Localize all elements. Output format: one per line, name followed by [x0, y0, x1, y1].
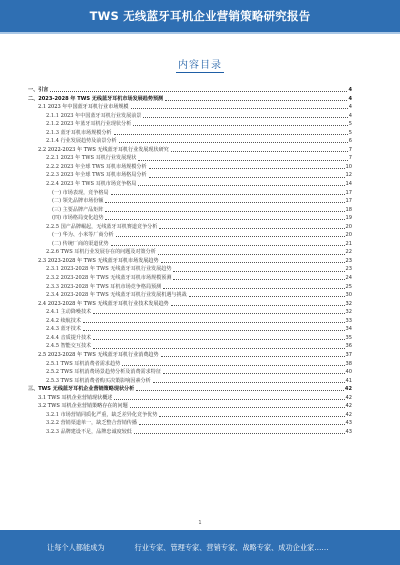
toc-entry-label: 2.4.3 蓝牙技术 [46, 326, 81, 333]
toc-dot-leader [133, 125, 348, 126]
toc-page-number: 5 [348, 129, 352, 136]
toc-dot-leader [93, 348, 344, 349]
toc-entry[interactable] [28, 394, 352, 403]
toc-page-number: 17 [345, 198, 352, 205]
toc-entry[interactable] [28, 368, 352, 377]
toc-entry-label: 2.1.4 行业发展趋势及前景分析 [46, 138, 117, 145]
toc-dot-leader [134, 433, 345, 434]
toc-page-number: 19 [345, 215, 352, 222]
toc-page-number: 42 [345, 394, 352, 401]
toc-dot-leader [139, 424, 345, 425]
toc-entry-label: 3.2.1 市场营销同质化严重，缺乏差异化竞争优势 [46, 411, 158, 418]
toc-entry-label: 3.2 TWS 耳机企业营销策略存在的问题 [38, 403, 128, 410]
footer-banner [0, 530, 400, 565]
toc-entry-label: 2.3.2 2023-2028 年 TWS 无线蓝牙耳机市场规模预测 [46, 275, 172, 282]
toc-dot-leader [153, 382, 345, 383]
toc-dot-leader [111, 245, 345, 246]
toc-entry[interactable] [28, 377, 352, 386]
toc-page-number: 30 [345, 292, 352, 299]
toc-entry[interactable] [28, 342, 352, 351]
toc-dot-leader [114, 399, 344, 400]
toc-page-number: 17 [345, 189, 352, 196]
toc-page-number: 12 [345, 172, 352, 179]
toc-entry[interactable] [28, 197, 352, 206]
toc-entry-label: 2.5.3 TWS 耳机消费者购买决策影响因素分析 [46, 377, 151, 384]
toc-entry-label: 2.4.4 音质提升技术 [46, 334, 92, 341]
toc-dot-leader [119, 142, 348, 143]
toc-dot-leader [50, 91, 347, 92]
toc-entry-label: 2.4.5 智能交互技术 [46, 343, 92, 350]
toc-entry[interactable] [28, 231, 352, 240]
toc-entry-label: 2.3.1 2023-2028 年 TWS 无线蓝牙耳机行业发展趋势 [46, 266, 172, 273]
header-divider [0, 32, 400, 34]
toc-entry[interactable] [28, 146, 352, 155]
toc-page-number: 23 [345, 266, 352, 273]
toc-dot-leader [105, 219, 344, 220]
toc-entry[interactable] [28, 402, 352, 411]
toc-entry-label: 3.2.2 营销渠道单一，缺乏整合营销传播 [46, 420, 137, 427]
toc-entry-label: 2.5.2 TWS 耳机消费场景趋势分析及消费需求特征 [46, 369, 161, 376]
toc-dot-leader [163, 373, 345, 374]
toc-page-number: 7 [348, 155, 352, 162]
toc-entry-label: 2.1.1 2023 年中国蓝牙耳机行业发展前景 [46, 112, 142, 119]
toc-entry-label: 2.2.3 2023 年全球 TWS 耳机市场格局分析 [46, 172, 147, 179]
toc-page-number: 14 [345, 181, 352, 188]
toc-page-number: 20 [345, 232, 352, 239]
toc-entry[interactable] [28, 419, 352, 428]
toc-dot-leader [173, 271, 344, 272]
toc-page-number: 43 [345, 428, 352, 435]
toc-page-number: 42 [345, 403, 352, 410]
toc-page-number: 38 [345, 360, 352, 367]
toc-dot-leader [163, 288, 344, 289]
toc-page-number: 36 [345, 343, 352, 350]
toc-page-number: 32 [345, 300, 352, 307]
toc-page-number: 24 [345, 275, 352, 282]
toc-page-number: 23 [345, 257, 352, 264]
toc-entry-label: 2.1 2023 年中国蓝牙耳机行业市场规模 [38, 104, 129, 111]
toc-entry-label: 2.1.2 2023 年蓝牙耳机行业现状分析 [46, 121, 132, 128]
toc-page-number: 40 [345, 369, 352, 376]
toc-entry[interactable] [28, 171, 352, 180]
toc-dot-leader [143, 117, 347, 118]
toc-dot-leader [105, 211, 344, 212]
toc-dot-leader [159, 416, 344, 417]
toc-dot-leader [83, 330, 345, 331]
toc-heading-underline [176, 72, 224, 73]
toc-entry[interactable] [28, 248, 352, 257]
toc-entry[interactable] [28, 291, 352, 300]
toc-entry[interactable] [28, 428, 352, 437]
toc-page-number: 25 [345, 283, 352, 290]
toc-entry[interactable] [28, 283, 352, 292]
toc-entry[interactable] [28, 137, 352, 146]
toc-dot-leader [189, 296, 345, 297]
toc-entry-label: 2.2.6 TWS 耳机行业发展存在的问题及对策分析 [46, 249, 156, 256]
toc-dot-leader [116, 236, 345, 237]
report-title: TWS 无线蓝牙耳机企业营销策略研究报告 [89, 9, 311, 23]
toc-dot-leader [83, 322, 345, 323]
toc-page-number: 10 [345, 163, 352, 170]
toc-page-number: 42 [344, 386, 352, 393]
toc-entry-label: (二) 领先品牌市场份额 [52, 198, 104, 205]
toc-dot-leader [149, 177, 345, 178]
toc-dot-leader [138, 185, 344, 186]
table-of-contents [28, 86, 352, 436]
toc-dot-leader [171, 151, 348, 152]
toc-entry-label: 2.4 2023-2028 年 TWS 无线蓝牙耳机行业技术发展趋势 [38, 300, 169, 307]
toc-entry[interactable] [28, 317, 352, 326]
toc-page-number: 18 [345, 206, 352, 213]
toc-entry[interactable] [28, 154, 352, 163]
toc-dot-leader [114, 134, 348, 135]
toc-page-number: 42 [345, 411, 352, 418]
toc-dot-leader [93, 313, 344, 314]
toc-page-number: 21 [345, 240, 352, 247]
toc-page-number: 20 [345, 223, 352, 230]
toc-entry-label: 一、引言 [28, 87, 49, 93]
toc-dot-leader [158, 254, 345, 255]
footer-slogan: 让每个人都能成为 [47, 542, 105, 552]
toc-dot-leader [149, 168, 345, 169]
toc-entry[interactable] [28, 308, 352, 317]
toc-entry[interactable] [28, 129, 352, 138]
toc-entry-label: 二、2023-2028 年 TWS 无线蓝牙耳机市场发展趋势预测 [28, 95, 164, 102]
toc-entry[interactable] [28, 385, 352, 394]
page-number: 1 [198, 520, 202, 526]
toc-entry[interactable] [28, 325, 352, 334]
toc-dot-leader [173, 279, 344, 280]
toc-entry-label: 2.2.1 2023 年 TWS 耳机行业发展现状 [46, 155, 137, 162]
toc-entry[interactable] [28, 265, 352, 274]
toc-page-number: 4 [348, 104, 352, 111]
toc-entry-label: 2.4.2 续航技术 [46, 317, 81, 324]
toc-page-number: 37 [345, 351, 352, 358]
toc-page-number: 43 [345, 420, 352, 427]
toc-dot-leader [105, 202, 344, 203]
toc-page-number: 7 [348, 146, 352, 153]
toc-entry-label: 2.2.4 2023 年 TWS 耳机市场竞争格局 [46, 181, 137, 188]
toc-entry[interactable] [28, 206, 352, 215]
toc-page-number: 35 [345, 334, 352, 341]
toc-entry[interactable] [28, 103, 352, 112]
toc-entry-label: 3.1 TWS 耳机企业营销现状概述 [38, 394, 113, 401]
toc-page-number: 4 [348, 87, 352, 93]
toc-entry-label: 2.3 2023-2028 年 TWS 无线蓝牙耳机市场发展趋势 [38, 257, 159, 264]
toc-dot-leader [171, 305, 345, 306]
toc-entry[interactable] [28, 223, 352, 232]
toc-entry-label: 2.2.5 国产品牌崛起，无线蓝牙耳机赛道竞争分析 [46, 223, 158, 230]
toc-dot-leader [161, 356, 345, 357]
toc-page-number: 5 [348, 121, 352, 128]
toc-page-number: 32 [345, 309, 352, 316]
toc-entry[interactable] [28, 180, 352, 189]
toc-entry[interactable] [28, 351, 352, 360]
toc-entry[interactable] [28, 274, 352, 283]
toc-page-number: 22 [345, 249, 352, 256]
toc-entry[interactable] [28, 300, 352, 309]
report-header-banner [0, 0, 400, 32]
toc-entry[interactable] [28, 189, 352, 198]
toc-entry-label: 2.1.3 蓝牙耳机市场规模分析 [46, 129, 112, 136]
toc-entry-label: (一) 市场表现，竞争格局 [52, 189, 109, 196]
toc-entry[interactable] [28, 86, 352, 95]
toc-dot-leader [111, 194, 345, 195]
toc-page-number: 34 [345, 326, 352, 333]
toc-dot-leader [122, 365, 344, 366]
toc-entry-label: (一) 华为、小米等厂商分析 [52, 232, 114, 239]
toc-entry[interactable] [28, 95, 352, 104]
toc-dot-leader [165, 100, 347, 101]
toc-entry-label: 三、TWS 无线蓝牙耳机企业营销策略现状分析 [28, 386, 135, 393]
toc-entry-label: 2.3.3 2023-2028 年 TWS 耳机市场竞争格局预测 [46, 283, 162, 290]
toc-dot-leader [159, 228, 344, 229]
footer-tagline: 行业专家、管理专家、营销专家、战略专家、成功企业家…… [134, 542, 329, 552]
toc-entry[interactable] [28, 214, 352, 223]
toc-dot-leader [130, 407, 345, 408]
toc-dot-leader [93, 339, 344, 340]
toc-dot-leader [161, 262, 345, 263]
toc-entry-label: 2.2.2 2023 年全球 TWS 耳机市场规模分析 [46, 163, 147, 170]
toc-page-number: 4 [348, 95, 352, 102]
toc-entry-label: 2.4.1 主动降噪技术 [46, 309, 92, 316]
toc-page-number: 4 [348, 112, 352, 119]
toc-entry[interactable] [28, 360, 352, 369]
toc-entry[interactable] [28, 411, 352, 420]
toc-entry-label: (三) 主要品牌产品矩阵 [52, 206, 104, 213]
toc-page-number: 33 [345, 317, 352, 324]
toc-page-number: 6 [348, 138, 352, 145]
toc-entry[interactable] [28, 240, 352, 249]
toc-entry[interactable] [28, 257, 352, 266]
toc-dot-leader [136, 390, 344, 391]
toc-entry[interactable] [28, 334, 352, 343]
toc-entry[interactable] [28, 112, 352, 121]
toc-entry-label: (二) 传统厂商的渠道优势 [52, 240, 109, 247]
toc-entry[interactable] [28, 120, 352, 129]
toc-entry-label: 2.2 2022-2023 年 TWS 无线蓝牙耳机行业发展现状研究 [38, 146, 169, 153]
toc-entry-label: 2.5.1 TWS 耳机消费者需求趋势 [46, 360, 121, 367]
toc-dot-leader [131, 108, 348, 109]
toc-page-number: 41 [345, 377, 352, 384]
toc-dot-leader [138, 160, 347, 161]
toc-entry-label: 3.2.3 品牌建设不足，品牌忠诚度较低 [46, 428, 132, 435]
toc-entry[interactable] [28, 163, 352, 172]
toc-heading: 内容目录 [178, 60, 222, 71]
toc-entry-label: 2.3.4 2023-2028 年 TWS 无线蓝牙耳机行业发展机遇与挑战 [46, 292, 187, 299]
toc-entry-label: 2.5 2023-2028 年 TWS 无线蓝牙耳机行业消费趋势 [38, 351, 159, 358]
toc-entry-label: (四) 市场格局变化趋势 [52, 215, 104, 222]
